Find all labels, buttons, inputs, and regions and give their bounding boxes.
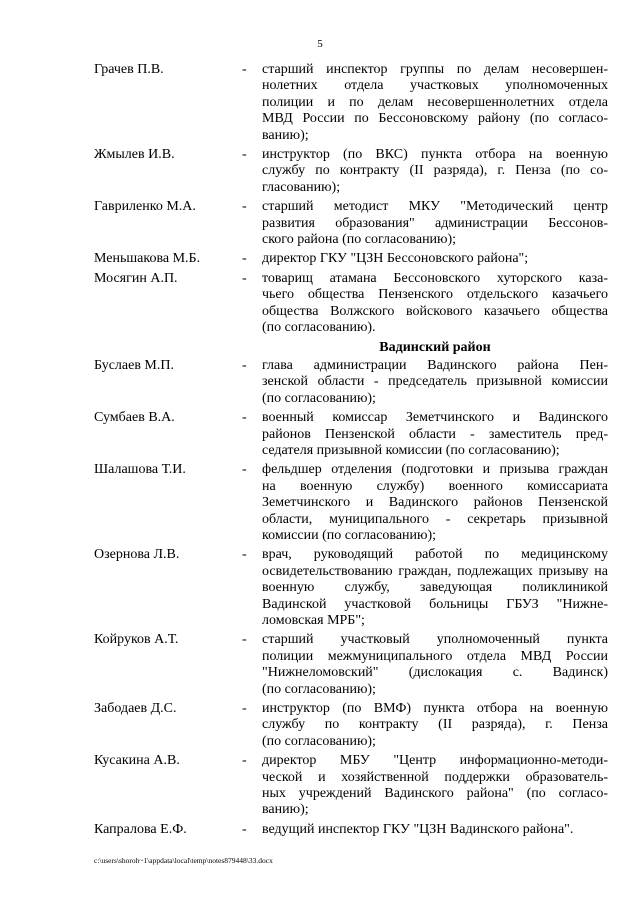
- member-position: [262, 410, 608, 459]
- member-entry: [94, 462, 608, 544]
- member-name: Озернова Л.В.: [94, 547, 180, 563]
- member-position: [262, 358, 608, 407]
- member-entry: [94, 632, 608, 698]
- member-entry: [94, 62, 608, 144]
- member-entry: [94, 199, 608, 248]
- member-name: Забодаев Д.С.: [94, 701, 177, 717]
- footer-file-path: c:\users\shoroh~1\appdata\local\temp\notes879448\33.docx: [94, 856, 273, 865]
- member-name: Гавриленко М.А.: [94, 199, 196, 215]
- member-name: Мосягин А.П.: [94, 270, 178, 286]
- position-line: ных учреждений Вадинского района" (по согласо-: [262, 786, 608, 802]
- member-entry: [94, 822, 608, 838]
- dash-separator: -: [242, 753, 247, 769]
- dash-separator: -: [242, 632, 247, 648]
- section-heading: Вадинский район: [379, 339, 491, 355]
- dash-separator: -: [242, 821, 247, 837]
- member-position: [262, 199, 608, 248]
- member-position: [262, 547, 608, 629]
- position-line: развития образования" администрации Бессонов-: [262, 215, 608, 231]
- position-line: гласованию);: [262, 179, 341, 195]
- position-line: директор МБУ "Центр информационно-методи-: [262, 753, 608, 769]
- position-line: Земетчинского и Вадинского районов Пензенской: [262, 495, 608, 511]
- position-line: ческой и хозяйственной поддержки образователь-: [262, 769, 608, 785]
- member-name: Койруков А.Т.: [94, 632, 179, 648]
- position-line: старший инспектор группы по делам несовершен-: [262, 62, 608, 77]
- entry-list-vadinsky: [94, 358, 608, 838]
- dash-separator: -: [242, 462, 247, 478]
- member-entry: [94, 271, 608, 337]
- member-position: [262, 701, 608, 750]
- dash-separator: -: [242, 547, 247, 563]
- position-line: ского района (по согласованию);: [262, 232, 457, 248]
- position-line: чьего общества Пензенского отдельского казачьего: [262, 287, 608, 303]
- position-line: зенской области - председатель призывной комиссии: [262, 374, 608, 390]
- position-line: ломовская МРБ";: [262, 613, 365, 628]
- member-entry: [94, 358, 608, 407]
- position-line: Вадинской участковой больницы ГБУЗ "Нижне-: [262, 596, 608, 612]
- member-name: Сумбаев В.А.: [94, 410, 175, 426]
- position-line: инструктор (по ВМФ) пункта отбора на военную: [262, 701, 608, 717]
- position-line: МВД России по Бессоновскому району (по согласо-: [262, 111, 608, 127]
- member-position: [262, 62, 608, 144]
- position-line: старший участковый уполномоченный пункта: [262, 632, 608, 648]
- member-position: [262, 753, 608, 819]
- dash-separator: -: [242, 62, 247, 77]
- position-line: военную службу, заведующая поликлиникой: [262, 580, 608, 596]
- position-line: области, муниципального - секретарь призывной: [262, 511, 608, 527]
- position-line: полиции межмуниципального отдела МВД России: [262, 648, 608, 664]
- member-name: Шалашова Т.И.: [94, 462, 186, 478]
- position-line: фельдшер отделения (подготовки и призыва граждан: [262, 462, 608, 478]
- dash-separator: -: [242, 270, 247, 286]
- position-line: (по согласованию).: [262, 320, 376, 336]
- member-name: Кусакина А.В.: [94, 753, 180, 769]
- member-position: [262, 271, 608, 337]
- position-line: ванию);: [262, 802, 309, 818]
- member-position: [262, 251, 608, 267]
- member-position: [262, 632, 608, 698]
- position-line: на военную службу) военного комиссариата: [262, 478, 608, 494]
- position-line: (по согласованию);: [262, 733, 376, 749]
- position-line: товарищ атамана Бессоновского хуторского каза-: [262, 270, 608, 286]
- position-line: освидетельствованию граждан, подлежащих призыву на: [262, 563, 608, 579]
- position-line: врач, руководящий работой по медицинскому: [262, 547, 608, 563]
- position-line: нолетних отдела участковых уполномоченных: [262, 78, 608, 94]
- member-name: Буслаев М.П.: [94, 357, 174, 373]
- position-line: службу по контракту (II разряда), г. Пенза (по со-: [262, 163, 608, 179]
- position-line: инструктор (по ВКС) пункта отбора на военную: [262, 147, 608, 163]
- position-line: общества Волжского войскового казачьего общества: [262, 303, 608, 319]
- position-line: ванию);: [262, 127, 309, 143]
- member-position: [262, 462, 608, 544]
- position-line: комиссии (по согласованию);: [262, 527, 437, 543]
- position-line: (по согласованию);: [262, 390, 376, 406]
- dash-separator: -: [242, 147, 247, 163]
- member-entry: [94, 753, 608, 819]
- member-name: Грачев П.В.: [94, 62, 164, 77]
- member-entry: [94, 547, 608, 629]
- member-entry: [94, 410, 608, 459]
- position-line: районов Пензенской области - заместитель пред-: [262, 426, 608, 442]
- position-line: старший методист МКУ "Методический центр: [262, 199, 608, 215]
- member-entry: [94, 147, 608, 196]
- position-line: глава администрации Вадинского района Пен-: [262, 357, 608, 373]
- member-name: Капралова Е.Ф.: [94, 821, 187, 837]
- position-line: "Нижнеломовский" (дислокация с. Вадинск): [262, 665, 608, 681]
- dash-separator: -: [242, 701, 247, 717]
- position-line: седателя призывной комиссии (по согласованию);: [262, 442, 560, 458]
- member-entry: [94, 701, 608, 750]
- position-line: директор ГКУ "ЦЗН Бессоновского района";: [262, 251, 529, 267]
- member-entry: [94, 251, 608, 267]
- member-name: Жмылев И.В.: [94, 147, 175, 163]
- entry-list-bessonovsky: [94, 62, 608, 337]
- member-name: Меньшакова М.Б.: [94, 251, 201, 267]
- member-position: [262, 822, 608, 838]
- position-line: полиции и по делам несовершеннолетних отдела: [262, 94, 608, 110]
- position-line: военный комиссар Земетчинского и Вадинского: [262, 410, 608, 426]
- position-line: ведущий инспектор ГКУ "ЦЗН Вадинского района".: [262, 821, 574, 837]
- dash-separator: -: [242, 410, 247, 426]
- dash-separator: -: [242, 199, 247, 215]
- position-line: (по согласованию);: [262, 681, 376, 697]
- page-number: 5: [317, 38, 323, 50]
- member-position: [262, 147, 608, 196]
- dash-separator: -: [242, 251, 247, 267]
- dash-separator: -: [242, 357, 247, 373]
- document-body: [94, 62, 608, 841]
- position-line: службу по контракту (II разряда), г. Пенза: [262, 717, 608, 733]
